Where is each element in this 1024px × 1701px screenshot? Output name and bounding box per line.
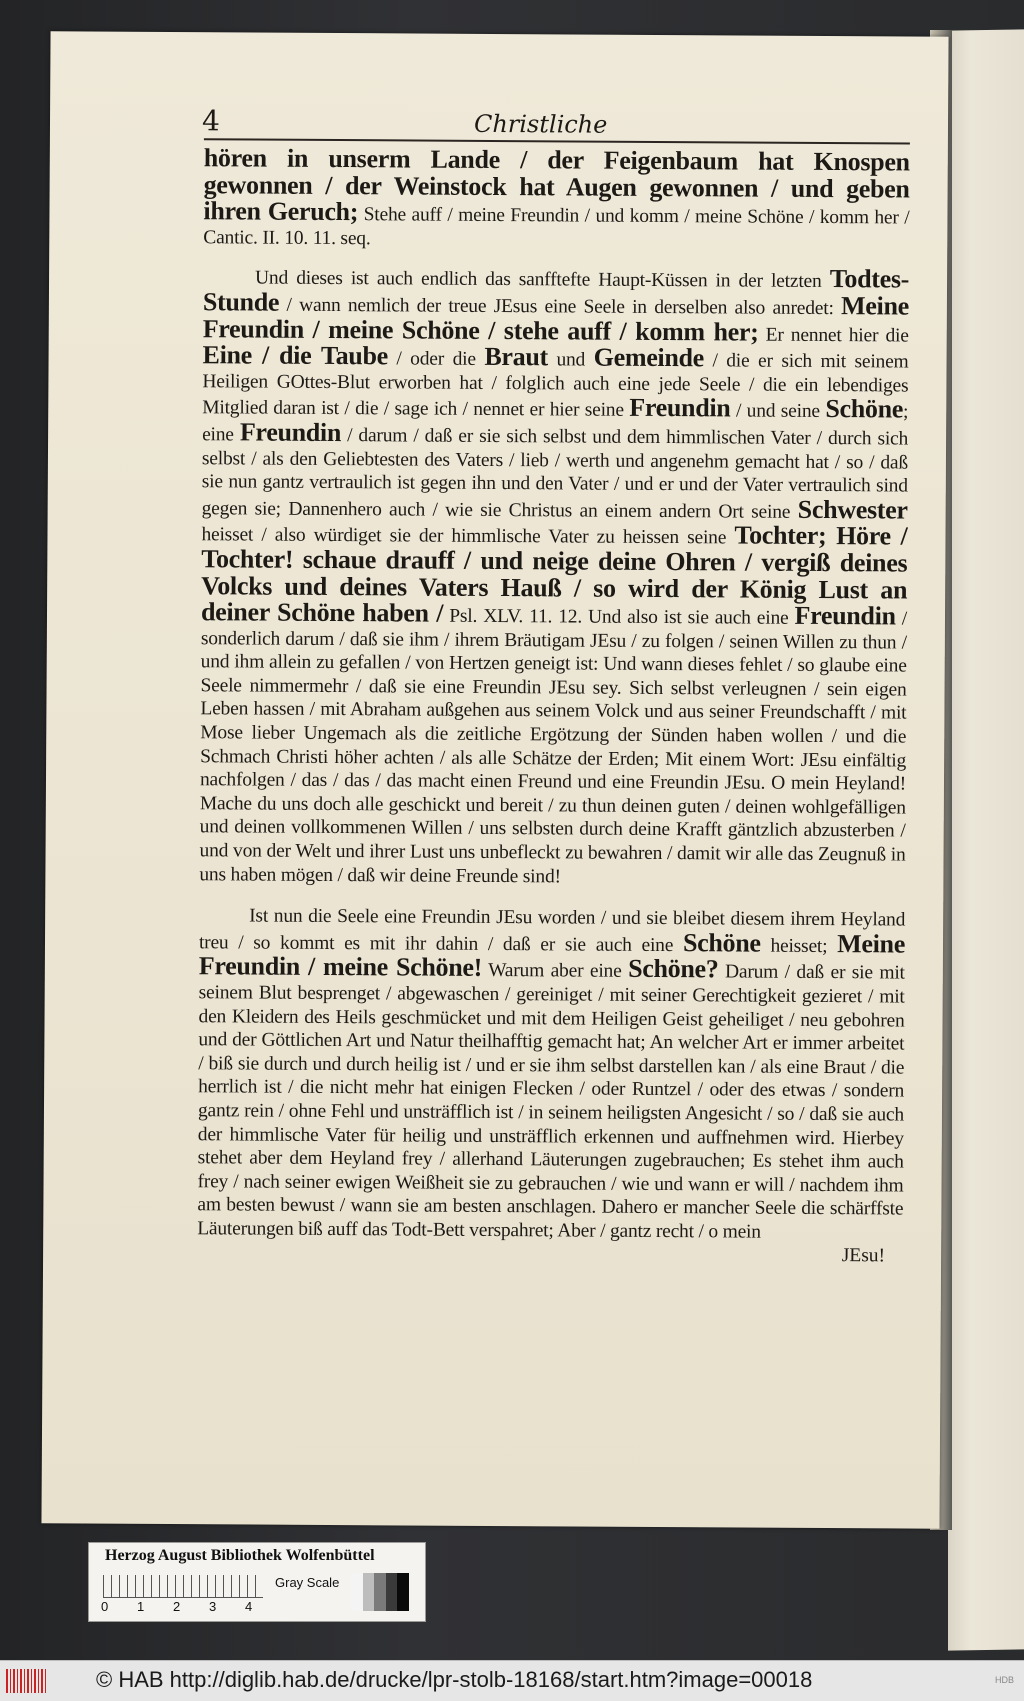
emphasized-text: Schöne xyxy=(825,394,904,424)
page-content xyxy=(197,104,910,1267)
grey-scale xyxy=(351,1573,409,1611)
body-text: heisset / also würdiget sie der himmlische Vater zu heissen seine xyxy=(201,524,735,549)
page-header xyxy=(201,104,910,144)
body-text: Und dieses ist auch endlich das sanfftefte Haupt-Küssen in der letzten xyxy=(254,267,830,293)
body-text: / oder die xyxy=(387,348,485,371)
body-text: Warum aber eine xyxy=(481,960,629,983)
emphasized-text: Schöne? xyxy=(628,954,719,984)
grey-swatch xyxy=(386,1573,398,1611)
body-text: Ist nun die Seele eine Freundin JEsu worden / und sie bleibet diesem ihrem Heyland treu / so kommt es mit ihr dahin / daß er sie auch eine xyxy=(198,905,906,956)
ruler-number: 1 xyxy=(137,1599,145,1614)
footer-bar xyxy=(0,1660,1024,1701)
emphasized-text: Freundin xyxy=(239,417,342,447)
catchword: JEsu! xyxy=(841,1244,886,1266)
grey-swatch xyxy=(397,1573,409,1611)
body-text: und xyxy=(547,349,594,371)
ruler-number: 0 xyxy=(101,1599,109,1614)
body-text: Er nennet hier die xyxy=(758,324,909,347)
color-reference-card xyxy=(88,1542,426,1622)
ruler-number: 4 xyxy=(245,1599,253,1614)
body-text: / wann nemlich der treue JEsus eine Seele in derselben also anredet: xyxy=(279,294,842,320)
grey-swatch xyxy=(351,1573,363,1611)
body-text: Stehe auff / meine Freundin / und komm / meine Schöne / komm her / Cantic. II. 10. 11. seq. xyxy=(203,204,910,250)
body-text: / und seine xyxy=(730,400,826,423)
paragraph-3 xyxy=(197,904,905,1245)
body-text: heisset; xyxy=(760,935,838,957)
paragraph-2 xyxy=(199,264,909,891)
ruler-number: 3 xyxy=(209,1599,217,1614)
body-text: ; eine xyxy=(202,401,909,446)
body-text: / sonderlich darum / daß sie ihm / ihrem Bräutigam JEsu / zu folgen / seinen Willen zu thun / und ihm allein zu gefallen / von Hertzen geneigt ist: Und wann dieses fehlet / so glaube eine Seele nimmermehr / daß sie eine Freundin JEsu sey. Sich selbst verleugnen / sein eigen Leben hassen / mit Abraham außgehen aus seinem Volck und aus seiner Freundschafft / mit Mose lieber Ungemach als die zeitliche Ergötzung der Sünden haben wollen / und die Schmach Christi höher achten / als alle Schätze der Erden; Mit einem Wort: JEsu einfältig nachfolgen / das / das / das macht einen Freund und eine Freundin JEsu. O mein Heyland! Mache du uns doch alle geschickt und bereit / zu thun deinen guten / deinen wohlgefälligen und deinen vollkommenen Willen / uns selbsten durch deine Krafft gäntzlich abzusterben / und von der Welt und ihrer Lust uns unbefleckt zu bewahren / damit wir alle das Zeugnuß in uns haben mögen / daß wir deine Freunde sind! xyxy=(199,608,908,888)
grey-swatch xyxy=(363,1573,375,1611)
emphasized-text: Todtes-Stunde xyxy=(202,264,910,317)
page-number: 4 xyxy=(201,104,220,138)
body-text: / die er sich mit seinem Heiligen GOttes-Blut erworben hat / folglich auch eine jede Seele / die ein lebendiges Mitglied daran ist / die / sage ich / nennet er hier seine xyxy=(202,350,909,422)
emphasized-text: Tochter; Höre / Tochter! schaue drauff / und neige deine Ohren / vergiß deines Volcks und deines Vaters Hauß / so wird der König Lust an deiner Schöne haben / xyxy=(200,520,908,628)
next-page-edge xyxy=(948,29,1024,1650)
emphasized-text: Eine / die Taube xyxy=(202,340,388,371)
grey-scale-label: Gray Scale xyxy=(275,1575,340,1590)
scale-ruler xyxy=(103,1575,263,1598)
emphasized-text: hören in unserm Lande / der Feigenbaum hat Knospen gewonnen / der Weinstock hat Augen gewonnen / und geben ihren Geruch; xyxy=(203,143,910,227)
ruler-number: 2 xyxy=(173,1599,181,1614)
emphasized-text: Schöne xyxy=(682,927,761,958)
library-name: Herzog August Bibliothek Wolfenbüttel xyxy=(105,1547,375,1564)
emphasized-text: Freundin xyxy=(794,600,896,631)
emphasized-text: Freundin xyxy=(629,393,731,423)
grey-swatch xyxy=(374,1573,386,1611)
body-text: Psl. XLV. 11. 12. Und also ist sie auch eine xyxy=(443,605,795,629)
body-text: / darum / daß er sie sich selbst und dem himmlischen Vater / durch sich selbst / als den Geliebtesten des Vaters / lieb / werth und angenehm gemacht hat / so / daß sie nun gantz vertraulich ist gegen ihn und den Vater / und er und der Vater vertraulich sind gegen sie; Dannenhero auch / wie sie Christus an einem andern Ort seine xyxy=(201,424,909,523)
emphasized-text: Meine Freundin / meine Schöne / stehe auff / komm her; xyxy=(202,291,909,347)
emphasized-text: Schwester xyxy=(797,494,908,525)
footer-url[interactable]: © HAB http://diglib.hab.de/drucke/lpr-stolb-18168/start.htm?image=00018 xyxy=(96,1667,813,1692)
running-title: Christliche xyxy=(473,109,608,139)
emphasized-text: Meine Freundin / meine Schöne! xyxy=(198,928,906,983)
logo-icon xyxy=(6,1669,46,1693)
footer-mark: HDB xyxy=(994,1675,1014,1685)
body-text: Darum / daß er sie mit seinem Blut besprenget / abgewaschen / gereiniget / mit seiner Gerechtigkeit gezieret / mit den Kleidern des Heils geschmücket und mit dem Heiligen Geist geheiliget / neu gebohren und der Göttlichen Art und Natur theilhafftig gemacht hat; An welcher Art er immer arbeitet / biß sie durch und durch heilig ist / und er sie ihm selbst darstellen kan / als eine Braut / die herrlich ist / die nicht mehr hat einigen Flecken / oder Runtzel / oder des etwas / sondern gantz rein / ohne Fehl und unsträfflich ist / in seinem heiligsten Angesicht / so / daß sie auch der himmlische Vater für heilig und unsträfflich erkennen und auffnehmen wird. Hierbey stehet aber dem Heyland frey / allerhand Läuterungen zugebrauchen; Es stehet ihm auch frey / nach seiner ewigen Weißheit sie zu gebrauchen / wie und wann er will / nachdem ihm am besten bewust / wann sie am besten anschlagen. Dahero er mancher Seele die schärffste Läuterungen biß auff das Todt-Bett verspahret; Aber / gantz recht / o mein xyxy=(197,961,905,1243)
emphasized-text: Braut xyxy=(484,342,549,372)
book-page xyxy=(41,31,948,1528)
emphasized-text: Gemeinde xyxy=(593,342,705,373)
paragraph-1 xyxy=(203,143,910,254)
